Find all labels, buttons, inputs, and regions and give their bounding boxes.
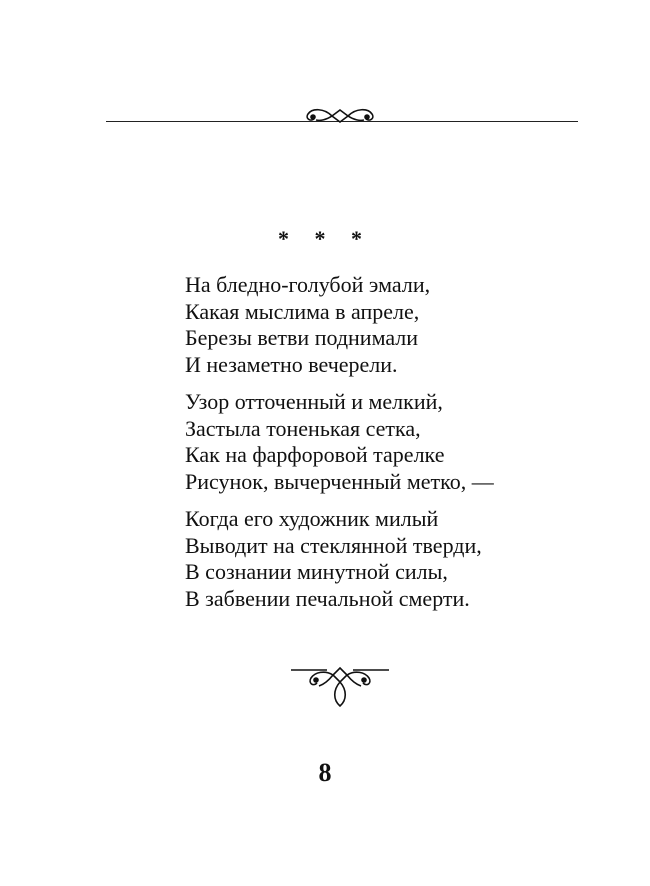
stanza-2	[185, 389, 494, 495]
poem-line: Узор отточенный и мелкий,	[185, 389, 443, 414]
poem	[185, 272, 494, 623]
poem-line: Выводит на стеклянной тверди,	[185, 532, 482, 558]
poem-line: Рисунок, вычерченный метко, —	[185, 468, 494, 494]
poem-line: Какая мыслима в апреле,	[185, 298, 420, 324]
poem-line: Когда его художник милый	[185, 506, 439, 531]
poem-line: В забвении печальной смерти.	[185, 585, 470, 611]
poem-line: На бледно-голубой эмали,	[185, 272, 431, 297]
poem-line: Березы ветви поднимали	[185, 325, 419, 350]
poem-line: Как на фарфоровой тарелке	[185, 442, 445, 467]
header-flourish-icon	[298, 96, 382, 130]
stanza-3	[185, 506, 494, 612]
poem-line: Застыла тоненькая сетка,	[185, 415, 421, 441]
stanza-1	[185, 272, 494, 378]
poem-line: В сознании минутной силы,	[185, 559, 448, 584]
poem-line: И незаметно вечерели.	[185, 351, 398, 377]
stanza-separator: * * *	[278, 226, 372, 251]
footer-flourish-icon	[289, 660, 391, 712]
page-number: 8	[318, 758, 332, 787]
